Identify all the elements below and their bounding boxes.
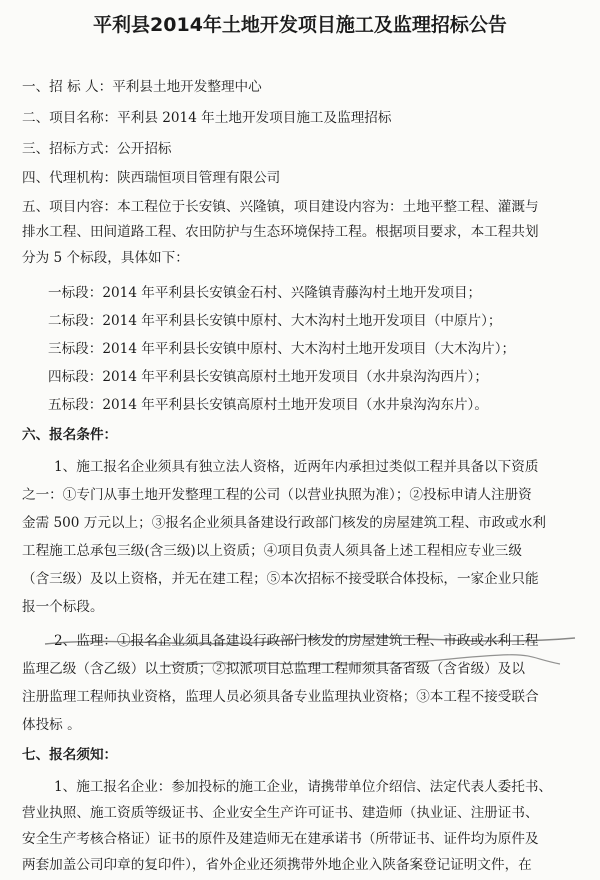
item-content-line-2: 排水工程、田间道路工程、农田防护与生态环境保持工程。根据项目要求，本工程共划 (22, 224, 539, 240)
cond-supervision-line-3: 注册监理工程师执业资格，监理人员必须具备专业监理执业资格；③本工程不接受联合 (22, 689, 539, 705)
item-content-line-1: 五、项目内容：本工程位于长安镇、兴隆镇，项目建设内容为：土地平整工程、灌溉与 (22, 199, 539, 215)
cond-construction-line-6: 报一个标段。 (22, 599, 104, 615)
item-project-name: 二、项目名称：平利县 2014 年土地开发项目施工及监理招标 (22, 110, 392, 126)
note-construction-line-1: 1、施工报名企业：参加投标的施工企业，请携带单位介绍信、法定代表人委托书、 (54, 779, 553, 795)
item-bid-method: 三、招标方式：公开招标 (22, 141, 172, 157)
note-construction-line-3: 安全生产考核合格证）证书的原件及建造师无在建承诺书（所带证书、证件均为原件及 (22, 831, 539, 847)
note-construction-line-4: 两套加盖公司印章的复印件），省外企业还须携带外地企业入陕备案登记证明文件，在 (22, 857, 532, 873)
cond-construction-line-5: （含三级）及以上资格，并无在建工程；⑤本次招标不接受联合体投标，一家企业只能 (22, 571, 539, 587)
section-registration-notes: 七、报名须知： (22, 747, 118, 763)
lot-4: 四标段：2014 年平利县长安镇高原村土地开发项目（水井泉沟沟西片）； (48, 369, 488, 385)
lot-3: 三标段：2014 年平利县长安镇中原村、大木沟村土地开发项目（大木沟片）； (48, 341, 516, 357)
lot-1: 一标段：2014 年平利县长安镇金石村、兴隆镇青藤沟村土地开发项目； (48, 285, 482, 301)
cond-construction-line-1: 1、施工报名企业须具有独立法人资格，近两年内承担过类似工程并具备以下资质 (54, 459, 539, 475)
item-bidder: 一、招 标 人：平利县土地开发整理中心 (22, 79, 262, 95)
document-title: 平利县2014年土地开发项目施工及监理招标公告 (93, 14, 507, 36)
lot-2: 二标段：2014 年平利县长安镇中原村、大木沟村土地开发项目（中原片）； (48, 313, 502, 329)
cond-supervision-line-1: 2、监理：①报名企业须具备建设行政部门核发的房屋建筑工程、市政或水利工程 (54, 633, 539, 649)
cond-supervision-line-2: 监理乙级（含乙级）以上资质；②拟派项目总监理工程师须具备省级（含省级）及以 (22, 661, 525, 677)
cond-construction-line-2: 之一：①专门从事土地开发整理工程的公司（以营业执照为准）；②投标申请人注册资 (22, 487, 532, 503)
note-construction-line-2: 营业执照、施工资质等级证书、企业安全生产许可证书、建造师（执业证、注册证书、 (22, 805, 539, 821)
cond-construction-line-4: 工程施工总承包三级(含三级)以上资质；④项目负责人须具备上述工程相应专业三级 (22, 543, 522, 559)
section-registration-conditions: 六、报名条件： (22, 427, 118, 443)
cond-construction-line-3: 金需 500 万元以上；③报名企业须具备建设行政部门核发的房屋建筑工程、市政或水利 (22, 515, 546, 531)
item-agency: 四、代理机构：陕西瑞恒项目管理有限公司 (22, 170, 281, 186)
cond-supervision-line-4: 体投标 。 (22, 717, 81, 733)
item-content-line-3: 分为 5 个标段，具体如下： (22, 250, 189, 266)
lot-5: 五标段：2014 年平利县长安镇高原村土地开发项目（水井泉沟沟东片）。 (48, 397, 488, 413)
